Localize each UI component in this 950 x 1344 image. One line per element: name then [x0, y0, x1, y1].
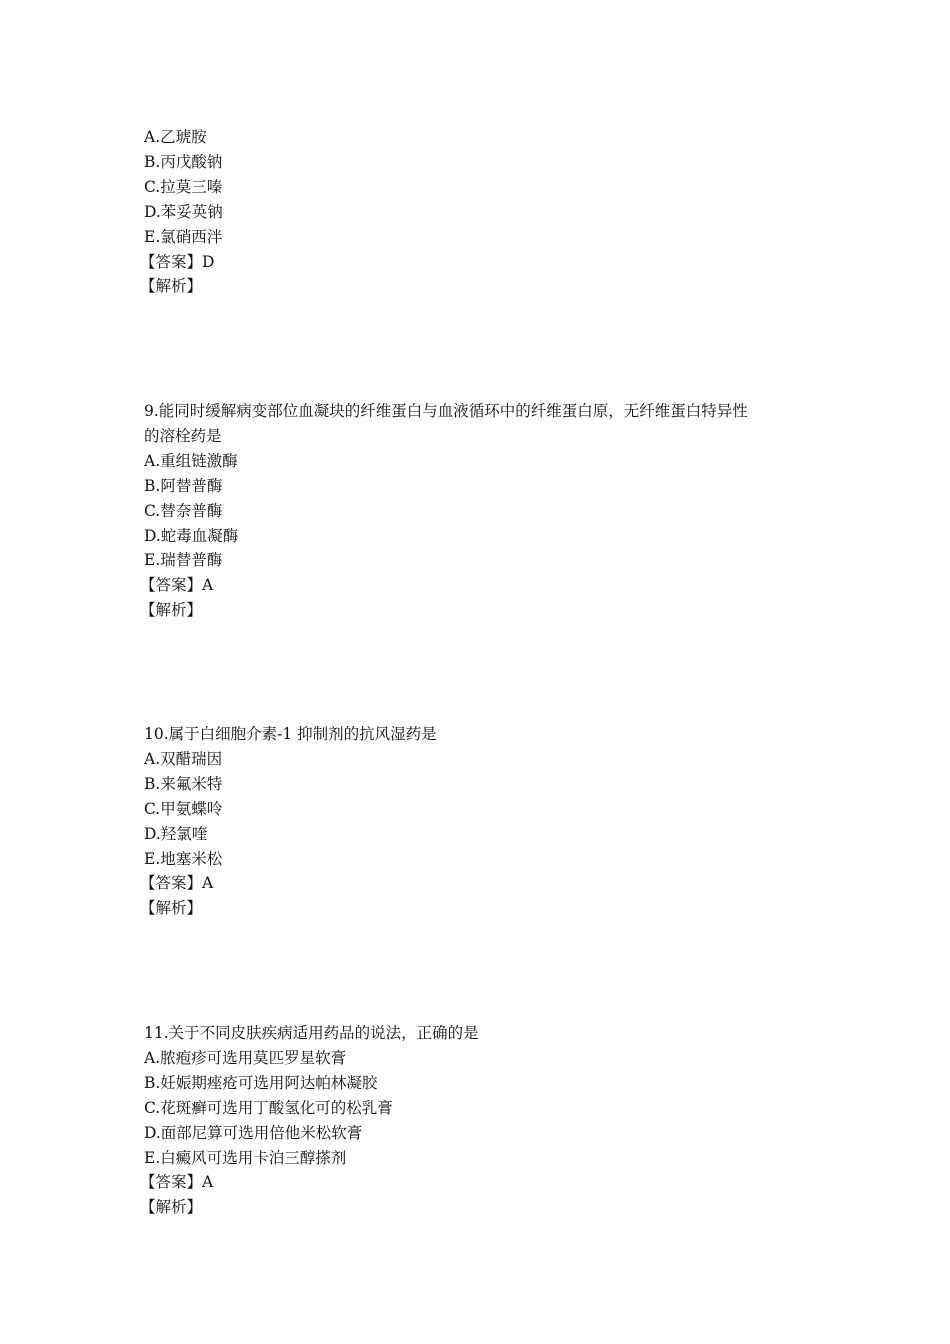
option-a: A.乙琥胺 — [144, 128, 207, 146]
option-e: E.瑞替普酶 — [144, 551, 223, 570]
analysis-line: 【解析】 — [140, 601, 203, 620]
answer-line: 【答案】D — [140, 252, 215, 271]
question-title-continued: 的溶栓药是 — [144, 426, 222, 445]
question-title: 9.能同时缓解病变部位血凝块的纤维蛋白与血液循环中的纤维蛋白原，无纤维蛋白特异性 — [144, 402, 748, 420]
question-block — [140, 399, 824, 623]
option-a: A.脓疱疹可选用莫匹罗星软膏 — [144, 1048, 347, 1067]
option-c: C.替奈普酶 — [144, 501, 223, 520]
option-b: B.妊娠期痤疮可选用阿达帕林凝胶 — [144, 1073, 378, 1092]
option-a: A.双醋瑞因 — [144, 749, 223, 768]
question-block — [140, 1021, 824, 1220]
option-b: B.丙戊酸钠 — [144, 152, 223, 171]
option-a: A.重组链激酶 — [144, 451, 238, 470]
option-e: E.白癜风可选用卡泊三醇搽剂 — [144, 1148, 347, 1167]
answer-line: 【答案】A — [140, 576, 214, 595]
option-d: D.羟氯喹 — [144, 824, 208, 843]
option-c: C.花斑癣可选用丁酸氢化可的松乳膏 — [144, 1098, 393, 1117]
analysis-line: 【解析】 — [140, 277, 203, 296]
option-d: D.面部尼算可选用倍他米松软膏 — [144, 1123, 363, 1142]
option-b: B.阿替普酶 — [144, 476, 223, 495]
answer-line: 【答案】A — [140, 874, 214, 893]
answer-line: 【答案】A — [140, 1173, 214, 1192]
option-b: B.来氟米特 — [144, 774, 223, 793]
question-block — [140, 125, 824, 299]
option-c: C.甲氨蝶呤 — [144, 799, 223, 818]
option-d: D.苯妥英钠 — [144, 202, 223, 221]
option-e: E.地塞米松 — [144, 849, 223, 868]
question-title: 10.属于白细胞介素-1 抑制剂的抗风湿药是 — [144, 725, 437, 743]
option-e: E.氯硝西泮 — [144, 227, 223, 246]
option-d: D.蛇毒血凝酶 — [144, 526, 239, 545]
question-block — [140, 722, 824, 921]
option-c: C.拉莫三嗪 — [144, 177, 223, 196]
analysis-line: 【解析】 — [140, 899, 203, 918]
analysis-line: 【解析】 — [140, 1198, 203, 1217]
question-title: 11.关于不同皮肤疾病适用药品的说法，正确的是 — [144, 1024, 479, 1042]
